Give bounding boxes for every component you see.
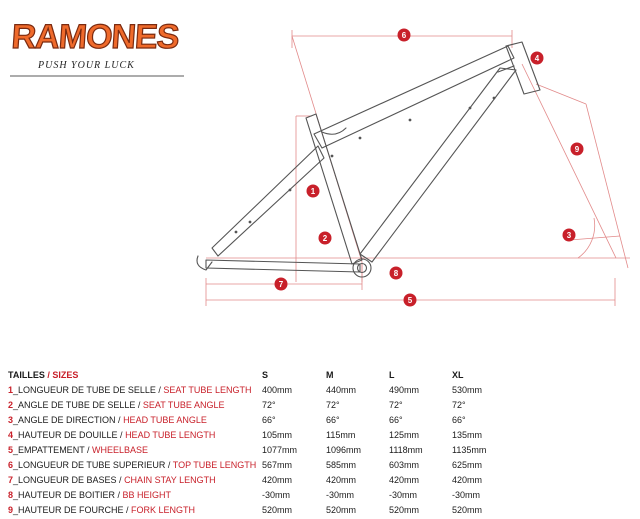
frame-details — [235, 97, 496, 234]
table-row: 7_LONGUEUR DE BASES / CHAIN STAY LENGTH 420mm 420mm 420mm 420mm — [8, 475, 483, 485]
marker-4 — [531, 52, 544, 65]
table-row: 3_ANGLE DE DIRECTION / HEAD TUBE ANGLE 66° 66° 66° 66° — [8, 415, 466, 425]
svg-text:2: 2 — [322, 234, 328, 243]
table-row: 8_HAUTEUR DE BOITIER / BB HEIGHT -30mm -30mm -30mm -30mm — [8, 490, 481, 500]
svg-text:7: 7 — [278, 280, 284, 289]
size-header-s: S — [262, 370, 269, 380]
marker-5 — [404, 294, 417, 307]
size-header-m: M — [326, 370, 334, 380]
frame-outline — [197, 42, 540, 277]
logo-brand: RAMONES — [10, 18, 180, 56]
table-row: 2_ANGLE DE TUBE DE SELLE / SEAT TUBE ANGLE 72° 72° 72° 72° — [8, 400, 466, 410]
size-header-l: L — [389, 370, 395, 380]
marker-2 — [319, 232, 332, 245]
table-row: 1_LONGUEUR DE TUBE DE SELLE / SEAT TUBE LENGTH 400mm 440mm 490mm 530mm — [8, 385, 483, 395]
marker-8 — [390, 267, 403, 280]
table-row: 4_HAUTEUR DE DOUILLE / HEAD TUBE LENGTH 105mm 115mm 125mm 135mm — [8, 430, 483, 440]
guide-lines — [206, 30, 630, 306]
svg-text:8: 8 — [393, 269, 399, 278]
table-header-label: TAILLES / SIZES — [8, 370, 79, 380]
table-row: 5_EMPATTEMENT / WHEELBASE 1077mm 1096mm 1118mm 1135mm — [8, 445, 487, 455]
table-row: 6_LONGUEUR DE TUBE SUPERIEUR / TOP TUBE LENGTH 567mm 585mm 603mm 625mm — [8, 460, 483, 470]
marker-7 — [275, 278, 288, 291]
marker-9 — [571, 143, 584, 156]
geometry-table — [8, 368, 638, 518]
svg-text:3: 3 — [566, 231, 572, 240]
size-header-xl: XL — [452, 370, 464, 380]
svg-text:1: 1 — [310, 187, 316, 196]
svg-text:9: 9 — [574, 145, 580, 154]
marker-1 — [307, 185, 320, 198]
marker-3 — [563, 229, 576, 242]
svg-text:6: 6 — [401, 31, 407, 40]
svg-text:4: 4 — [534, 54, 540, 63]
table-row: 9_HAUTEUR DE FOURCHE / FORK LENGTH 520mm 520mm 520mm 520mm — [8, 505, 483, 515]
table-header-row — [8, 368, 638, 383]
marker-6 — [398, 29, 411, 42]
logo-tagline: PUSH YOUR LUCK — [38, 60, 135, 71]
svg-text:5: 5 — [407, 296, 413, 305]
